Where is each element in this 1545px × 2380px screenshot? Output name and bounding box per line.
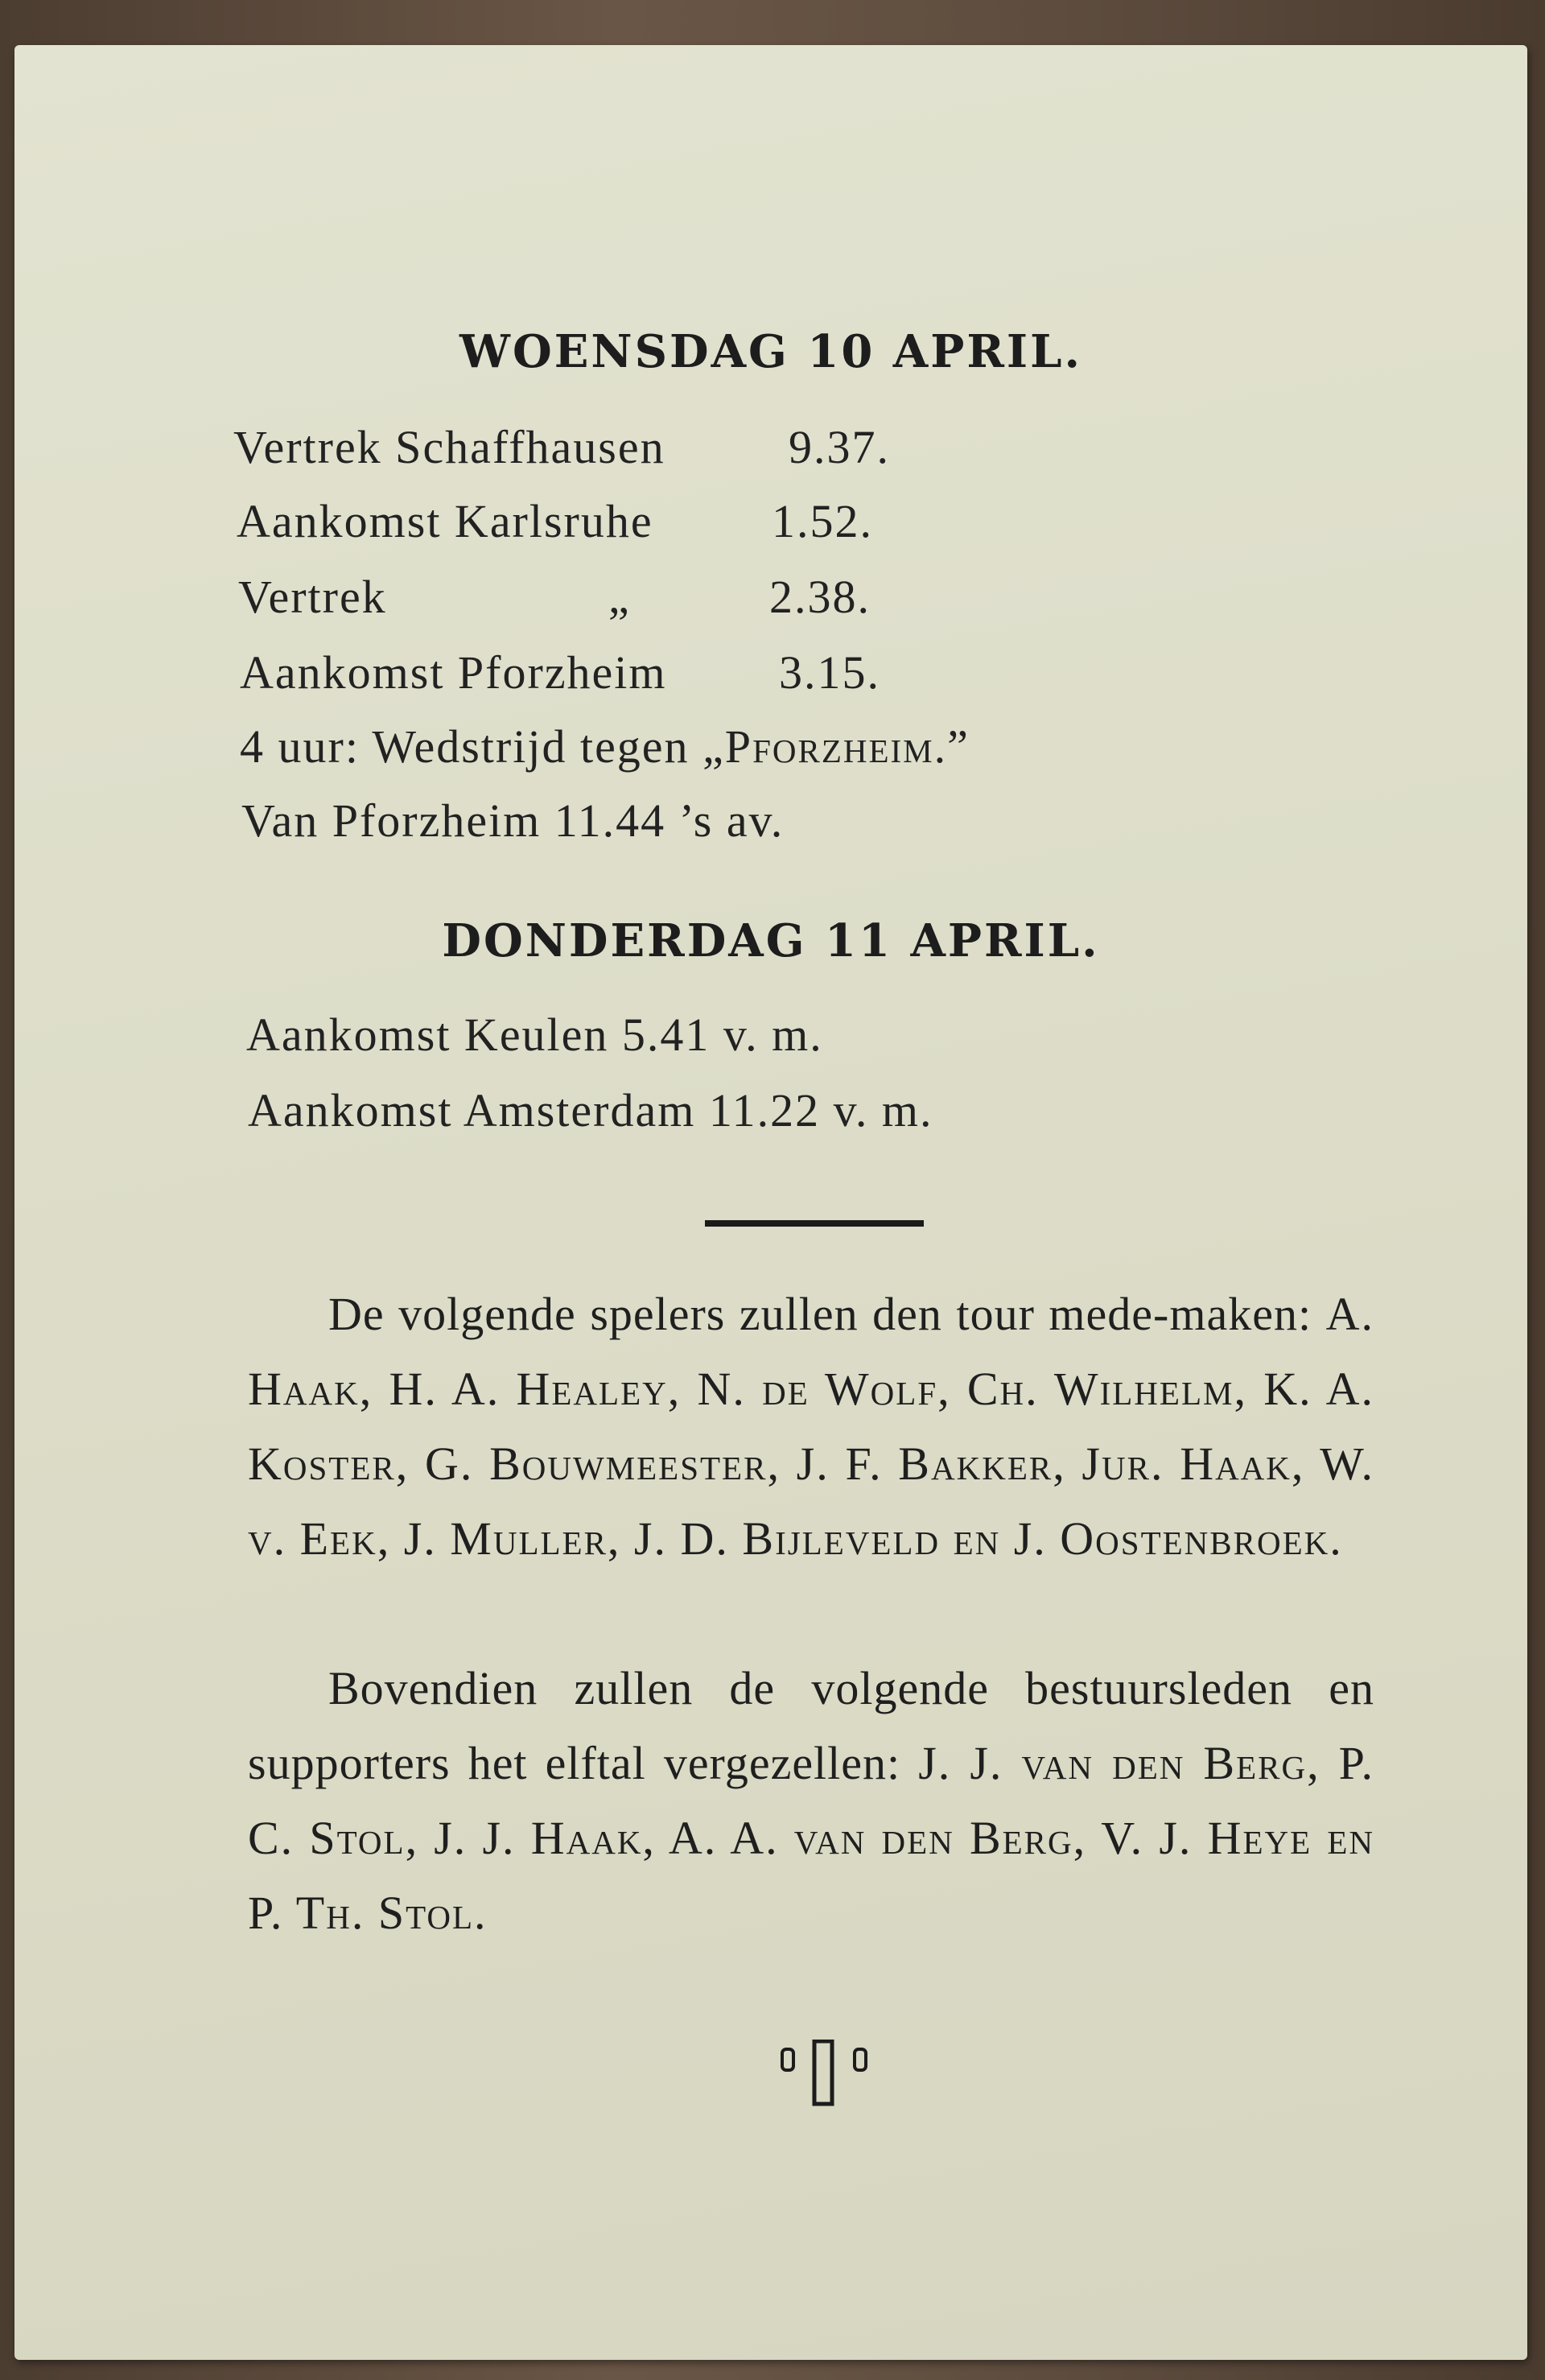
ditto-mark: „ bbox=[608, 571, 631, 623]
heading-donderdag: DONDERDAG 11 APRIL. bbox=[442, 914, 1100, 967]
departure-text: Van Pforzheim 11.44 ’s av. bbox=[241, 794, 785, 847]
ornament-icon bbox=[779, 2040, 876, 2112]
players-names: A. Haak, H. A. Healey, N. de Wolf, Ch. Wilhelm, K. A. Koster, G. Bouwmeester, J. F. Bakker, Jur. Haak, W. v. Eek, J. Muller, J. D. Bijleveld en J. Oostenbroek. bbox=[248, 1288, 1374, 1565]
schedule-row bbox=[238, 570, 871, 624]
schedule-row bbox=[237, 494, 873, 548]
schedule-row bbox=[240, 646, 880, 699]
row-label: Aankomst Karlsruhe bbox=[237, 495, 653, 547]
row-label: Vertrek bbox=[238, 571, 387, 623]
row-text: Aankomst Amsterdam 11.22 v. m. bbox=[248, 1084, 933, 1136]
supporters-paragraph bbox=[248, 1651, 1374, 1950]
section-divider bbox=[705, 1220, 924, 1227]
players-paragraph bbox=[248, 1277, 1374, 1576]
schedule-row bbox=[246, 1008, 823, 1062]
printed-card bbox=[14, 45, 1527, 2360]
row-time: 2.38. bbox=[769, 571, 871, 623]
row-label: Vertrek Schaffhausen bbox=[233, 421, 665, 473]
schedule-row bbox=[233, 420, 890, 474]
players-intro: De volgende spelers zullen den tour mede-maken: bbox=[328, 1288, 1312, 1340]
match-row bbox=[240, 720, 970, 773]
row-time: 1.52. bbox=[772, 495, 873, 547]
supporters-names: J. J. van den Berg, P. C. Stol, J. J. Haak, A. A. van den Berg, V. J. Heye en P. Th. Stol. bbox=[248, 1737, 1374, 1939]
row-time: 9.37. bbox=[789, 421, 890, 473]
departure-row bbox=[241, 794, 784, 848]
row-text: Aankomst Keulen 5.41 v. m. bbox=[246, 1009, 823, 1061]
row-time: 3.15. bbox=[779, 646, 880, 699]
schedule-row bbox=[248, 1083, 933, 1137]
match-prefix: 4 uur: Wedstrijd tegen bbox=[240, 720, 690, 773]
heading-woensdag: WOENSDAG 10 APRIL. bbox=[459, 325, 1082, 378]
row-label: Aankomst Pforzheim bbox=[240, 646, 667, 699]
match-opponent: „Pforzheim.” bbox=[702, 720, 970, 773]
supporters-intro: Bovendien zullen de volgende bestuursleden en supporters het elftal vergezellen: bbox=[248, 1662, 1374, 1789]
